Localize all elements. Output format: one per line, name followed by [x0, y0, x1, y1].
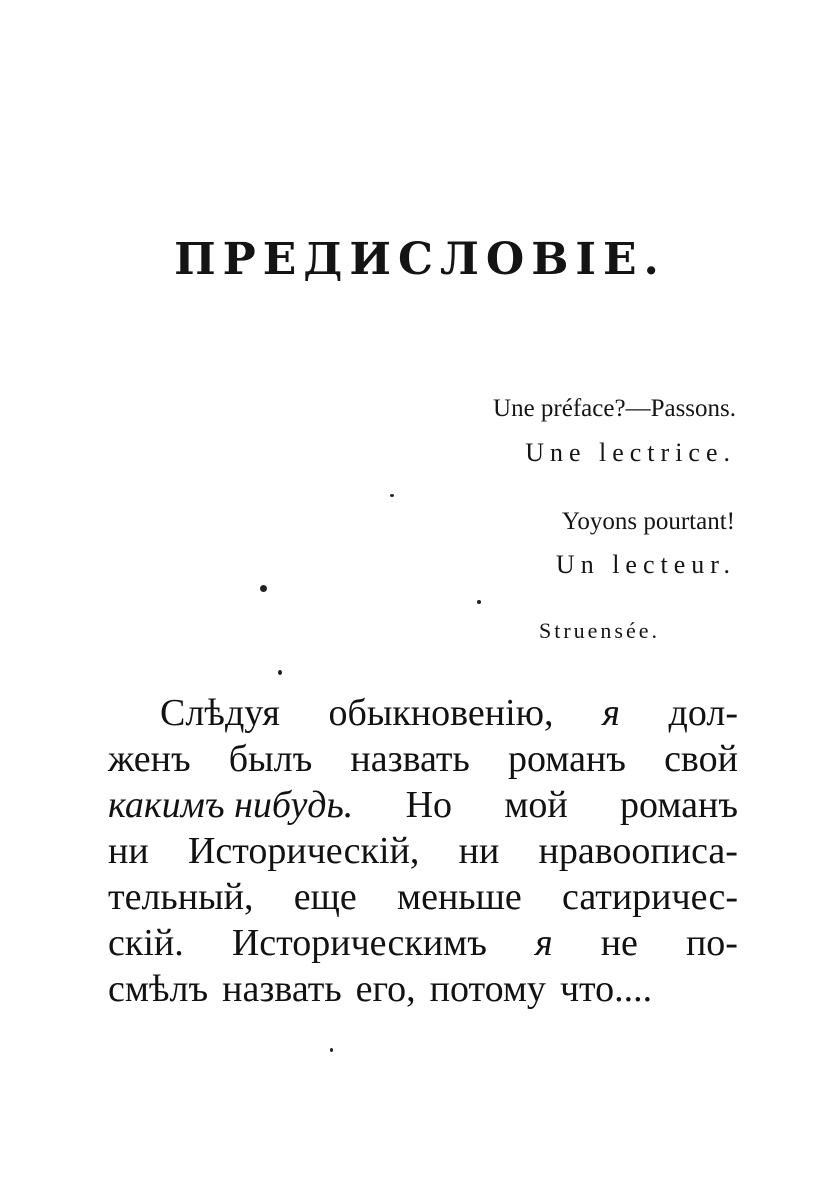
word: Историческій, [187, 830, 420, 872]
text-line [108, 782, 738, 828]
word: нравоописа- [538, 830, 738, 872]
word: Слѣдуя [160, 692, 280, 734]
word: его, [355, 968, 416, 1010]
word: сатиричес- [562, 876, 738, 918]
word: Но [405, 784, 453, 826]
word: дол- [668, 692, 738, 734]
print-speck [278, 670, 282, 675]
word: мой [504, 784, 568, 826]
word: еще [293, 876, 357, 918]
epigraph-source-1: Une lectrice. [525, 438, 736, 467]
word: романъ [620, 784, 738, 826]
epigraph-quote-1: Une préface?—Passons. [493, 395, 736, 422]
word: Историческимъ [231, 922, 487, 964]
word: меньше [397, 876, 522, 918]
word: женъ [108, 738, 191, 780]
word: обыкновенію, [328, 692, 554, 734]
word: не [600, 922, 638, 964]
word: потому [429, 968, 546, 1010]
word: романъ [508, 738, 626, 780]
text-line [108, 874, 738, 920]
word: я [534, 922, 553, 964]
word: я [602, 692, 620, 734]
word: по- [685, 922, 738, 964]
print-speck [260, 585, 267, 592]
word: скій. [108, 922, 184, 964]
epigraph-quote-2: Yoyons pourtant! [561, 508, 735, 535]
epigraph-source-2: Un lecteur. [555, 550, 736, 579]
word: свой [664, 738, 738, 780]
print-speck [390, 494, 394, 497]
print-speck [477, 600, 481, 604]
word: ни [108, 830, 149, 872]
text-line [108, 828, 738, 874]
page-title: ПРЕДИСЛОВІЕ. [174, 234, 666, 285]
print-speck [330, 1048, 333, 1052]
word: былъ [228, 738, 313, 780]
body-paragraph [108, 690, 738, 1012]
text-line [108, 736, 738, 782]
word: тельный, [108, 876, 254, 918]
word: какимъ нибудь. [108, 784, 354, 826]
text-line [108, 690, 738, 736]
text-line [108, 966, 738, 1012]
word: назвать [350, 738, 470, 780]
word: смѣлъ [108, 968, 209, 1010]
word: ни [458, 830, 500, 872]
text-line [108, 920, 738, 966]
word: что.... [559, 968, 653, 1010]
epigraph-signature: Struensée. [538, 618, 660, 643]
word: назвать [222, 968, 342, 1010]
